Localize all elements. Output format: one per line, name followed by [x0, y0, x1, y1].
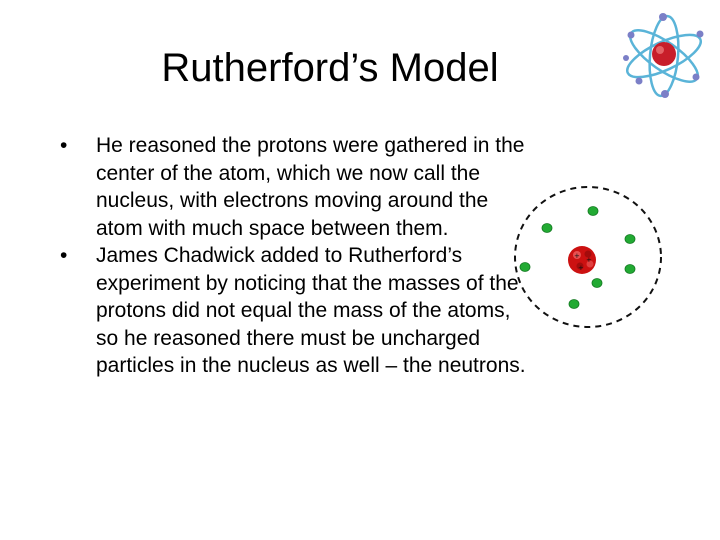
bullet-item: [60, 242, 530, 380]
bullet-text: James Chadwick added to Rutherford’s experiment by noticing that the masses of the protons did not equal the mass of the atoms, so he reasoned there must be uncharged particles in the nucleus as well – the neutrons.: [96, 244, 526, 377]
atom-icon: [616, 8, 712, 104]
electron: [542, 224, 552, 233]
electron: [625, 235, 635, 244]
bullet-text: He reasoned the protons were gathered in the center of the atom, which we now call the nucleus, with electrons moving around the atom with much space between them.: [96, 134, 525, 240]
electron: [592, 279, 602, 288]
electron: [520, 263, 530, 272]
bullet-marker: •: [60, 244, 68, 267]
rutherford-atom-diagram: [508, 182, 668, 332]
electron: [588, 207, 598, 216]
electron: [625, 265, 635, 274]
electron: [569, 300, 579, 309]
svg-text:+: +: [574, 252, 580, 260]
bullet-list: [60, 132, 530, 380]
nucleus: [568, 246, 596, 274]
svg-text:+: +: [578, 264, 584, 272]
slide-title: Rutherford’s Model: [161, 46, 499, 90]
bullet-item: [60, 132, 530, 242]
svg-text:+: +: [586, 256, 592, 264]
bullet-marker: •: [60, 134, 68, 157]
